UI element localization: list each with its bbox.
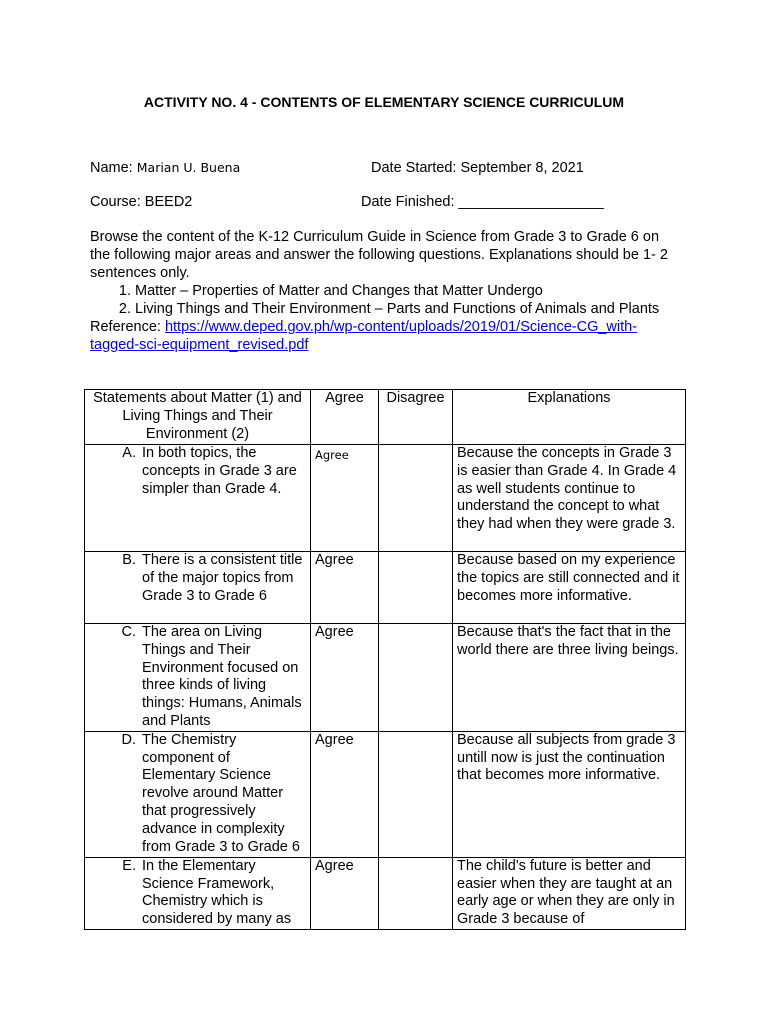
disagree-cell <box>379 445 453 552</box>
date-started: Date Started: September 8, 2021 <box>371 160 584 176</box>
agree-cell: Agree <box>311 552 379 624</box>
statement-cell <box>85 552 311 624</box>
statement-letter: E. <box>122 857 136 874</box>
course-line: Course: BEED2 <box>90 194 193 210</box>
date-finished: Date Finished: __________________ <box>361 194 604 210</box>
table-row <box>85 731 686 857</box>
agree-value: Agree <box>315 448 349 462</box>
table-row <box>85 624 686 732</box>
explanation-cell: Because all subjects from grade 3 untill now is just the continuation that becomes more informative. <box>453 731 686 857</box>
agree-cell: Agree <box>311 857 379 929</box>
statement-text: In both topics, the concepts in Grade 3 are simpler than Grade 4. <box>142 445 297 497</box>
statement-cell <box>85 445 311 552</box>
topic-item: 2. Living Things and Their Environment – Parts and Functions of Animals and Plants <box>135 300 680 318</box>
explanation-cell: Because that's the fact that in the world there are three living beings. <box>453 624 686 732</box>
explanation-cell: Because the concepts in Grade 3 is easier than Grade 4. In Grade 4 as well students continue to understand the concept to what they had when they were grade 3. <box>453 445 686 552</box>
statement-text: In the Elementary Science Framework, Chemistry which is considered by many as <box>142 857 292 928</box>
table-row <box>85 445 686 552</box>
disagree-cell <box>379 857 453 929</box>
statement-letter: C. <box>121 624 136 640</box>
table-header-row <box>85 390 686 445</box>
agree-cell: Agree <box>311 731 379 857</box>
header-disagree: Disagree <box>379 390 453 445</box>
reference-line <box>90 318 680 354</box>
table-row <box>85 552 686 624</box>
name-value: Marian U. Buena <box>136 160 241 175</box>
statement-letter: D. <box>121 731 136 748</box>
agree-cell <box>311 445 379 552</box>
header-agree: Agree <box>311 390 379 445</box>
agree-cell: Agree <box>311 624 379 732</box>
header-explanations: Explanations <box>453 390 686 445</box>
statements-table <box>84 389 686 930</box>
table-row <box>85 857 686 929</box>
statement-text: The Chemistry component of Elementary Science revolve around Matter that progressively advance in complexity from Grade 3 to Grade 6 <box>142 731 300 855</box>
topic-list <box>90 282 680 318</box>
explanation-cell: Because based on my experience the topics are still connected and it becomes more informative. <box>453 552 686 624</box>
document-title: ACTIVITY NO. 4 - CONTENTS OF ELEMENTARY SCIENCE CURRICULUM <box>143 94 625 110</box>
reference-link[interactable]: https://www.deped.gov.ph/wp-content/uploads/2019/01/Science-CG_with-tagged-sci-equipment_revised.pdf <box>90 319 638 353</box>
statement-cell <box>85 731 311 857</box>
disagree-cell <box>379 552 453 624</box>
instructions-paragraph: Browse the content of the K-12 Curriculum Guide in Science from Grade 3 to Grade 6 on the following major areas and answer the following questions. Explanations should be 1- 2 sentences only. <box>90 229 668 281</box>
name-label: Name: <box>90 160 137 176</box>
statement-letter: A. <box>122 445 136 461</box>
explanation-cell: The child's future is better and easier when they are taught at an early age or when they are only in Grade 3 because of <box>453 857 686 929</box>
disagree-cell <box>379 731 453 857</box>
statement-text: There is a consistent title of the major topics from Grade 3 to Grade 6 <box>142 552 303 604</box>
topic-item: 1. Matter – Properties of Matter and Changes that Matter Undergo <box>135 282 680 300</box>
statement-text: The area on Living Things and Their Environment focused on three kinds of living things: Humans, Animals and Plants <box>142 624 302 729</box>
instructions <box>90 228 680 354</box>
reference-label: Reference: <box>90 319 165 335</box>
disagree-cell <box>379 624 453 732</box>
statement-cell <box>85 857 311 929</box>
statement-cell <box>85 624 311 732</box>
header-statements: Statements about Matter (1) and Living Things and Their Environment (2) <box>85 390 311 445</box>
name-line <box>90 160 240 176</box>
statement-letter: B. <box>122 552 136 568</box>
